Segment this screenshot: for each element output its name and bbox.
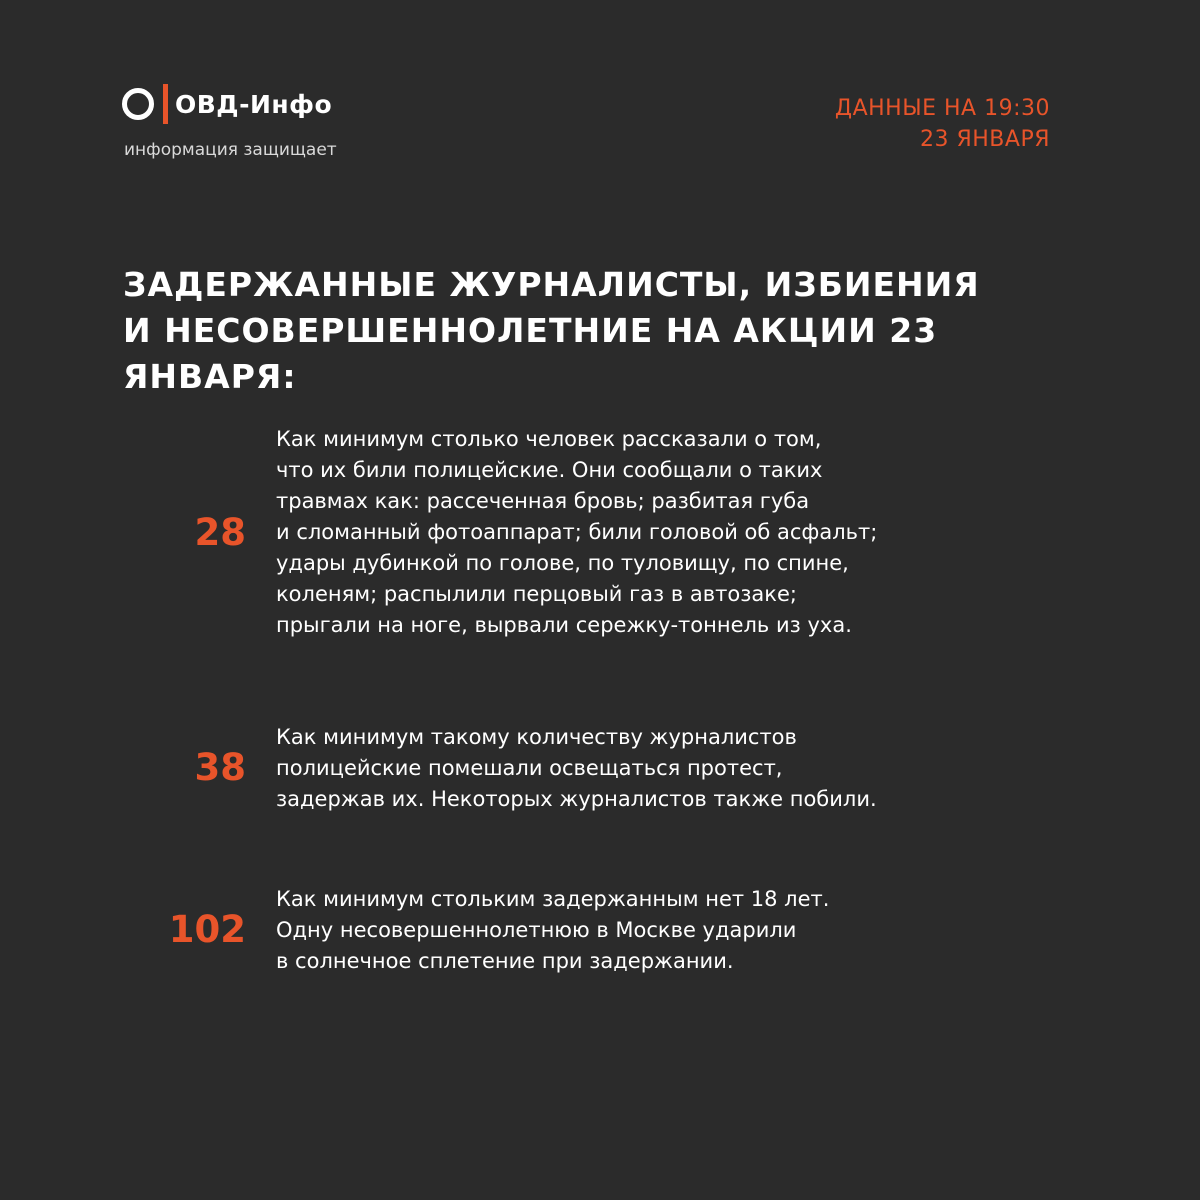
brand-name: ОВД-Инфо [175, 89, 333, 119]
stat-number: 28 [194, 511, 246, 554]
stat-number: 38 [194, 746, 246, 789]
page-title-line1: ЗАДЕРЖАННЫЕ ЖУРНАЛИСТЫ, ИЗБИЕНИЯ [123, 265, 980, 304]
stat-description: Как минимум стольким задержанным нет 18 лет. Одну несовершеннолетнюю в Москве ударили в солнечное сплетение при задержании. [276, 887, 830, 973]
ring-logo-icon [122, 88, 154, 120]
data-timestamp-line1: ДАННЫЕ НА 19:30 [834, 96, 1050, 121]
stat-description: Как минимум столько человек рассказали о том, что их били полицейские. Они сообщали о таких травмах как: рассеченная бровь; разбитая губа и сломанный фотоаппарат; били головой об асфальт; удары дубинкой по голове, по туловищу, по спине, коленям; распылили перцовый газ в автозаке; прыгали на ноге, вырвали сережку-тоннель из уха. [276, 427, 878, 637]
stat-description: Как минимум такому количеству журналистов полицейские помешали освещаться протест, задержав их. Некоторых журналистов также побили. [276, 725, 877, 811]
data-timestamp [835, 93, 1050, 155]
page-title [123, 262, 1103, 400]
data-timestamp-line2: 23 ЯНВАРЯ [919, 127, 1050, 152]
page-title-line2: И НЕСОВЕРШЕННОЛЕТНИЕ НА АКЦИИ 23 ЯНВАРЯ: [123, 311, 938, 396]
stat-number: 102 [168, 908, 246, 951]
brand-logo [122, 82, 337, 160]
brand-tagline: информация защищает [124, 140, 337, 160]
logo-row [122, 82, 337, 126]
bar-logo-icon [163, 84, 168, 124]
